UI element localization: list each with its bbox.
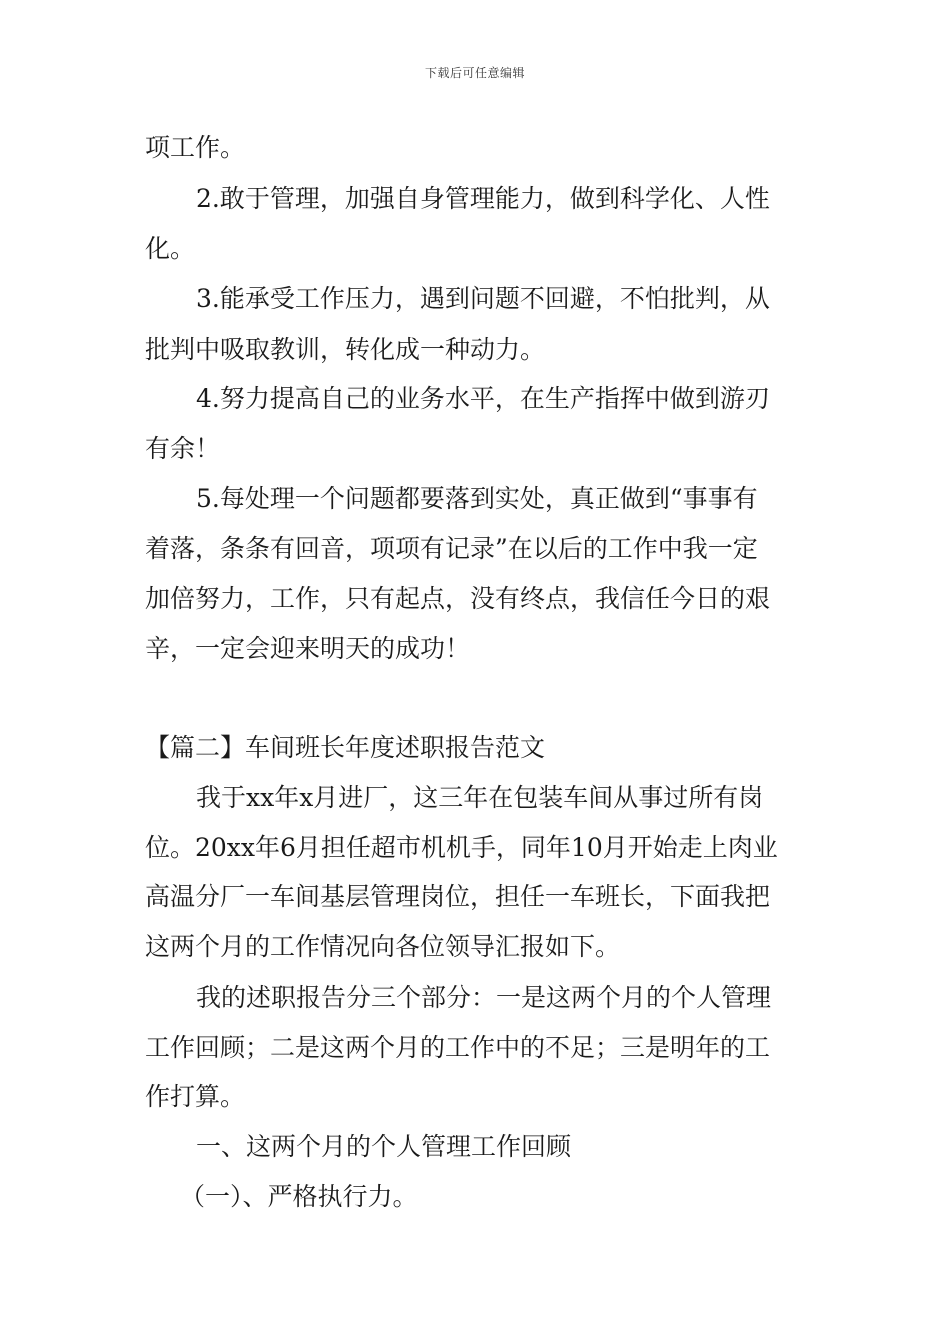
text-line: 我的述职报告分三个部分：一是这两个月的个人管理 [196, 983, 772, 1012]
text-line: 位。20xx年6月担任超市机机手，同年10月开始走上肉业 [145, 833, 778, 862]
text-line: 辛，一定会迎来明天的成功！ [145, 634, 471, 663]
text-line: 批判中吸取教训，转化成一种动力。 [145, 335, 546, 364]
text-line: 2.敢于管理，加强自身管理能力，做到科学化、人性 [196, 184, 770, 213]
text-line: 5.每处理一个问题都要落到实处，真正做到“事事有 [196, 484, 758, 513]
text-line: 有余！ [145, 434, 221, 463]
text-line: 4.努力提高自己的业务水平，在生产指挥中做到游刃 [196, 384, 770, 413]
text-line: 高温分厂一车间基层管理岗位，担任一车班长，下面我把 [145, 882, 771, 911]
text-line: 3.能承受工作压力，遇到问题不回避，不怕批判，从 [196, 284, 770, 313]
section-heading: 【篇二】车间班长年度述职报告范文 [145, 733, 546, 762]
text-line: 着落，条条有回音，项项有记录”在以后的工作中我一定 [145, 534, 758, 563]
text-line: 加倍努力，工作，只有起点，没有终点，我信任今日的艰 [145, 584, 771, 613]
text-line: 这两个月的工作情况向各位领导汇报如下。 [145, 932, 621, 961]
subheading: （一）、严格执行力。 [180, 1182, 418, 1211]
page-header-note: 下载后可任意编辑 [424, 66, 525, 80]
text-line: 化。 [145, 234, 196, 263]
subheading: 一、这两个月的个人管理工作回顾 [196, 1132, 572, 1161]
text-line: 工作回顾；二是这两个月的工作中的不足；三是明年的工 [145, 1033, 771, 1062]
text-line: 我于xx年x月进厂，这三年在包装车间从事过所有岗 [196, 783, 764, 812]
text-line: 项工作。 [145, 133, 246, 162]
text-line: 作打算。 [145, 1082, 246, 1111]
